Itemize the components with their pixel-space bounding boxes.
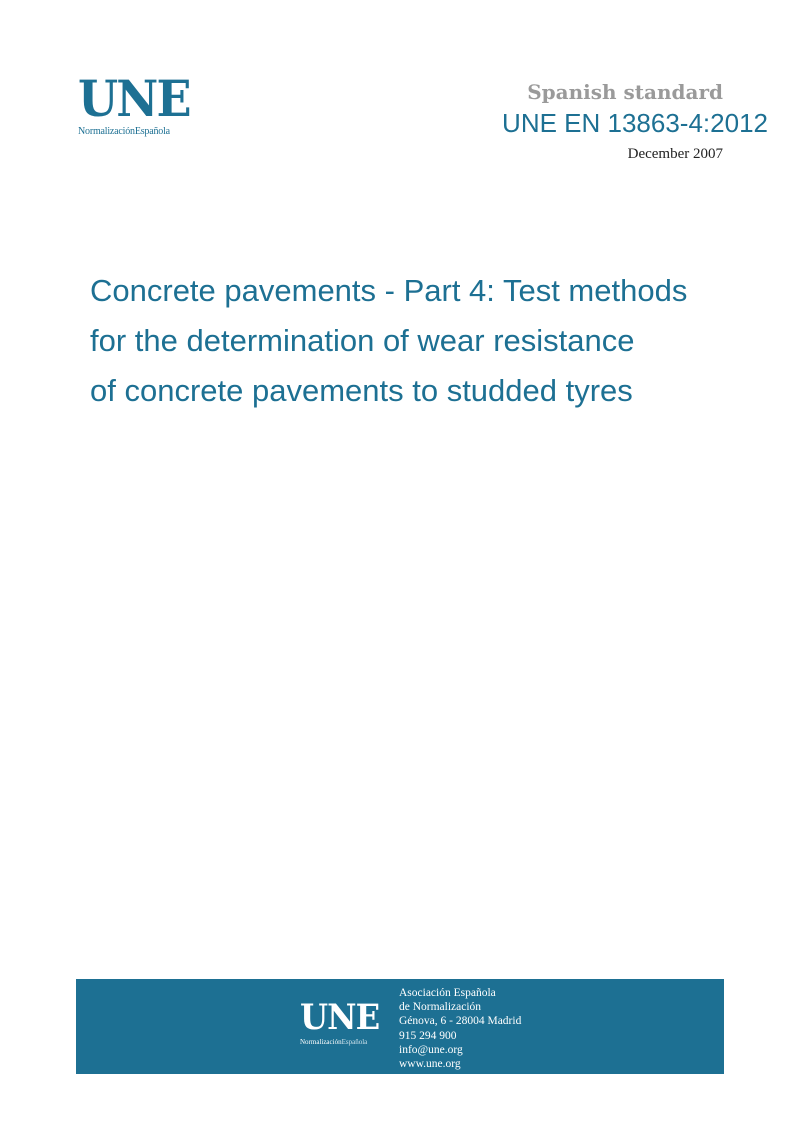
footer-org-name-2: de Normalización: [399, 1001, 482, 1014]
footer-logo-tagline-part1: Normalización: [300, 1038, 342, 1046]
footer-address: Génova, 6 - 28004 Madrid: [399, 1015, 522, 1028]
logo-tagline-part2: Española: [134, 126, 170, 137]
footer-contact: [399, 986, 521, 1071]
document-title: [90, 266, 750, 416]
standard-code: UNE EN 13863-4:2012: [502, 108, 768, 138]
footer-logo-wordmark: UNE: [300, 997, 380, 1038]
footer-logo-tagline-part2: Española: [341, 1038, 368, 1046]
title-line: of concrete pavements to studded tyres: [90, 373, 633, 408]
footer-banner: [76, 979, 724, 1074]
standard-date: December 2007: [627, 146, 723, 162]
footer-logo: [300, 997, 386, 1046]
footer-website: www.une.org: [399, 1058, 461, 1071]
standard-header: [502, 78, 768, 166]
footer-org-name: Asociación Española: [399, 987, 496, 999]
logo-tagline-part1: Normalización: [78, 126, 135, 137]
footer-logo-tagline: [300, 1038, 386, 1046]
logo-wordmark: UNE: [78, 69, 190, 128]
footer-email: info@une.org: [399, 1043, 463, 1056]
standard-kind: Spanish standard: [527, 80, 723, 104]
title-line: Concrete pavements - Part 4: Test methods: [90, 273, 688, 308]
title-line: for the determination of wear resistance: [90, 323, 635, 358]
footer-phone: 915 294 900: [399, 1029, 457, 1042]
une-logo: [78, 69, 218, 137]
